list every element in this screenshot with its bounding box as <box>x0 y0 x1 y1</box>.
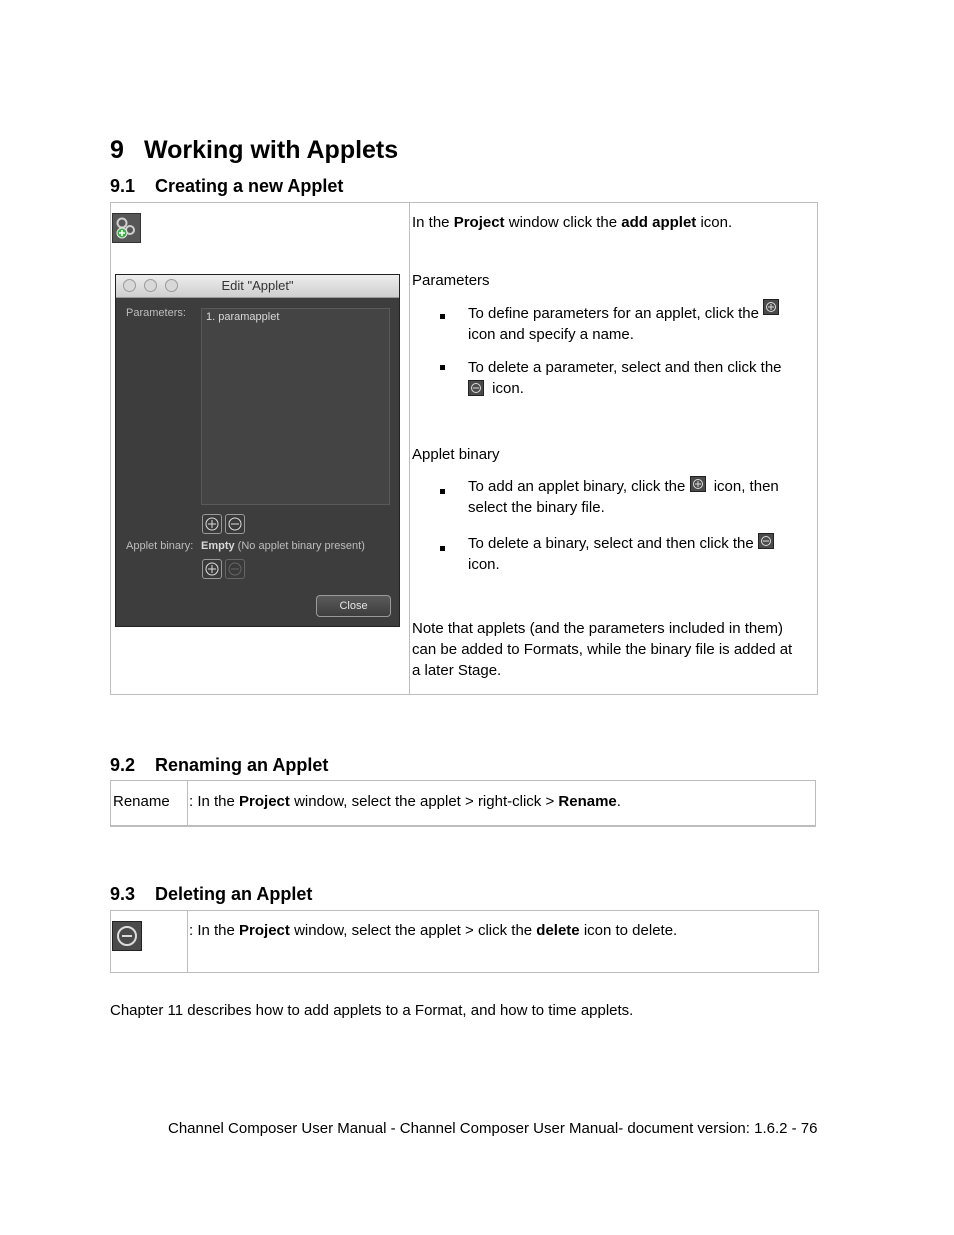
dialog-title: Edit "Applet" <box>221 278 294 293</box>
section-title: Deleting an Applet <box>155 884 313 904</box>
bullet-icon <box>440 489 445 494</box>
edit-applet-dialog <box>115 274 400 627</box>
table-divider <box>187 911 188 972</box>
rename-cell-label: Rename <box>113 793 170 810</box>
add-parameter-button[interactable] <box>202 514 222 534</box>
section-number: 9.3 <box>110 884 136 904</box>
binary-bullet-delete: To delete a binary, select and then click the icon. <box>468 533 808 575</box>
delete-icon <box>112 921 142 951</box>
chapter-number: 9 <box>110 136 124 164</box>
table-divider <box>187 781 188 825</box>
section-heading-renaming <box>110 755 328 776</box>
parameters-label: Parameters: <box>126 307 186 319</box>
applet-binary-label: Applet binary: <box>126 540 194 552</box>
rename-instructions: : In the Project window, select the applet > right-click > Rename. <box>189 793 621 810</box>
chapter-title-text: Working with Applets <box>144 136 399 164</box>
section-title: Renaming an Applet <box>155 755 329 775</box>
section-number: 9.1 <box>110 176 136 196</box>
add-circle-icon <box>690 476 706 492</box>
bullet-icon <box>440 546 445 551</box>
close-button[interactable]: Close <box>316 595 391 617</box>
parameters-heading: Parameters <box>412 272 490 289</box>
section-title: Creating a new Applet <box>155 176 344 196</box>
dialog-titlebar <box>116 275 399 298</box>
parameters-list[interactable] <box>201 308 390 505</box>
bullet-icon <box>440 365 445 370</box>
binary-status: Empty (No applet binary present) <box>201 540 365 552</box>
remove-binary-button[interactable] <box>225 559 245 579</box>
applet-note: Note that applets (and the parameters included in them) can be added to Formats, while the binary file is added at a later Stage. <box>412 620 793 679</box>
delete-instructions: : In the Project window, select the applet > click the delete icon to delete. <box>189 922 678 939</box>
param-bullet-delete: To delete a parameter, select and then click the icon. <box>468 359 782 397</box>
add-circle-icon <box>763 299 779 315</box>
binary-bullet-add: To add an applet binary, click the icon, then select the binary file. <box>468 478 779 516</box>
param-bullet-add: To define parameters for an applet, click the icon and specify a name. <box>468 303 808 345</box>
page-footer: Channel Composer User Manual - Channel Composer User Manual- document version: 1.6.2 - 76 <box>168 1120 818 1137</box>
binary-heading: Applet binary <box>412 446 500 463</box>
section-heading-creating <box>110 176 343 197</box>
add-binary-button[interactable] <box>202 559 222 579</box>
remove-circle-icon <box>758 533 774 549</box>
table-divider <box>409 203 410 694</box>
chapter-title <box>110 136 398 165</box>
remove-parameter-button[interactable] <box>225 514 245 534</box>
list-item[interactable]: 1. paramapplet <box>206 311 280 323</box>
bullet-icon <box>440 314 445 319</box>
section-heading-deleting <box>110 884 312 905</box>
remove-circle-icon <box>468 380 484 396</box>
add-applet-icon <box>112 213 141 243</box>
intro-text: In the Project window click the add applet icon. <box>412 214 733 231</box>
closing-paragraph: Chapter 11 describes how to add applets to a Format, and how to time applets. <box>110 1002 634 1019</box>
section-number: 9.2 <box>110 755 136 775</box>
